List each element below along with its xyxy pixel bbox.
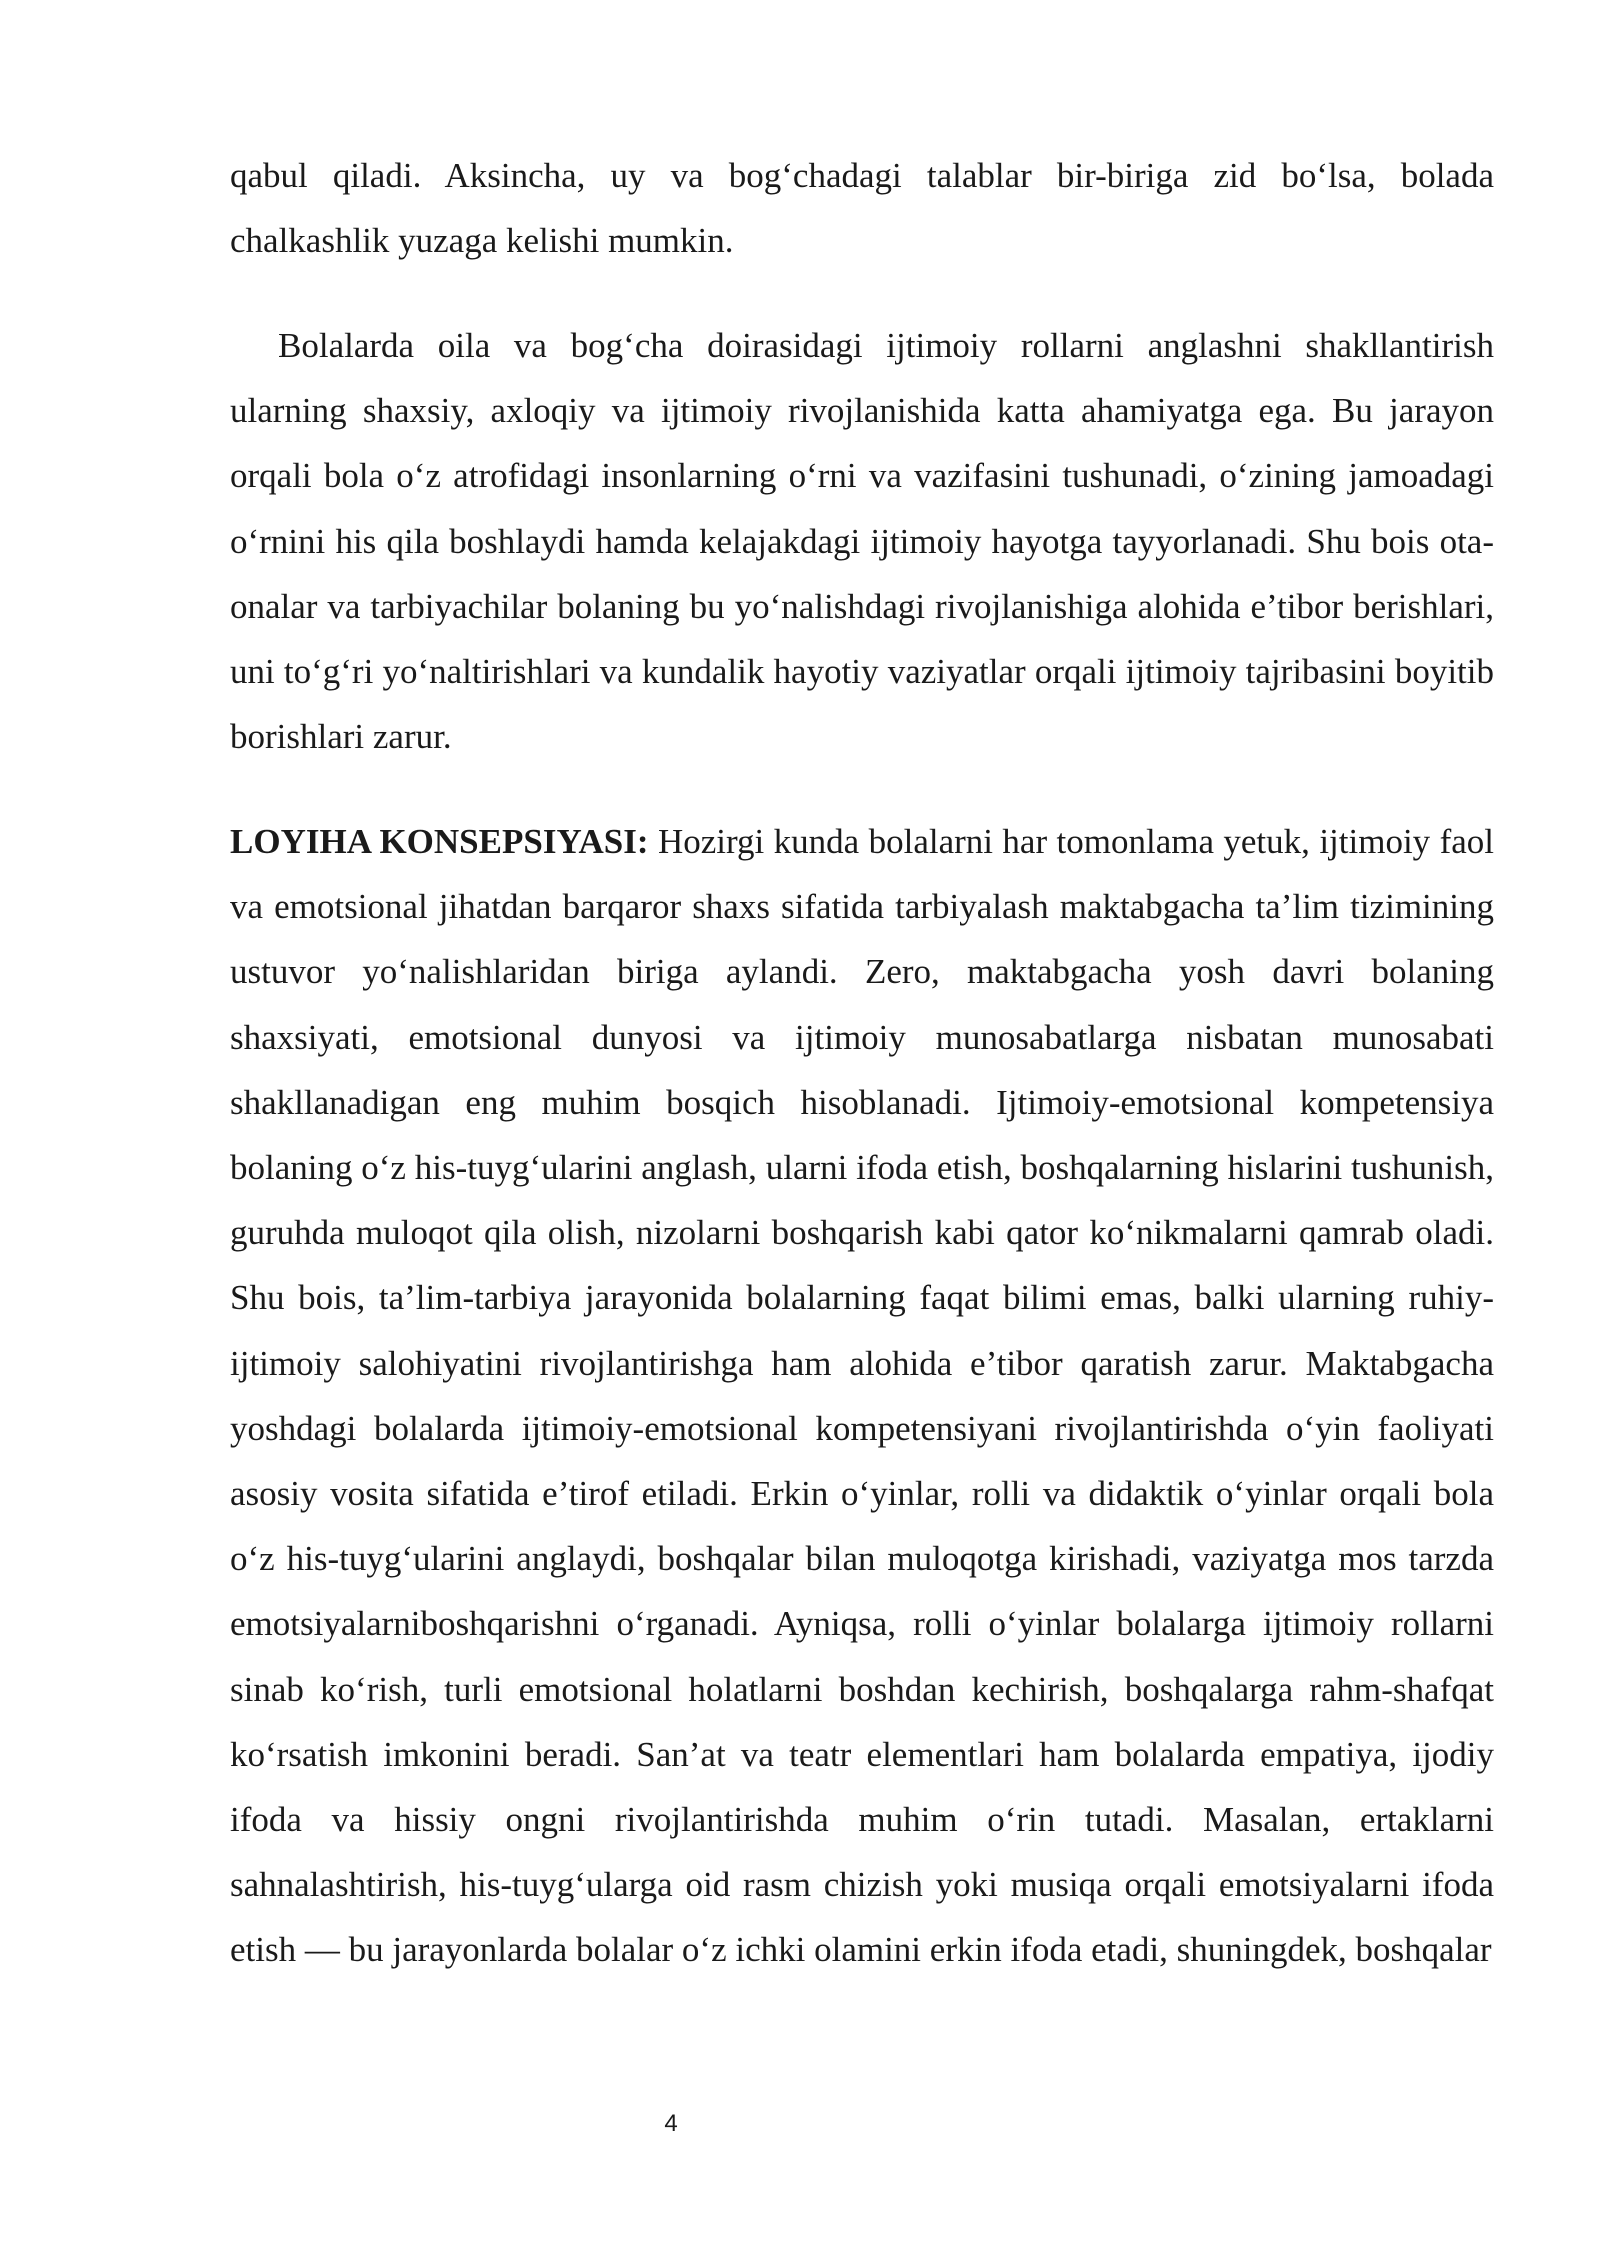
page-number: 4 [664, 2110, 678, 2137]
section-project-concept [230, 809, 1494, 1983]
paragraph-text: qabul qiladi. Aksincha, uy va bog‘chadagi talablar bir-biriga zid bo‘lsa, bolada chalkashlik yuzaga kelishi mumkin. [230, 156, 1494, 261]
paragraph-text: Hozirgi kunda bolalarni har tomonlama yetuk, ijtimoiy faol va emotsional jihatdan barqaror shaxs sifatida tarbiyalash maktabgacha ta’lim tizimining ustuvor yo‘nalishlaridan biriga aylandi. Zero, maktabgacha yosh davri bolaning shaxsiyati, emotsional dunyosi va ijtimoiy munosabatlarga nisbatan munosabati shakllanadigan eng muhim bosqich hisoblanadi. Ijtimoiy-emotsional kompetensiya bolaning o‘z his-tuyg‘ularini anglash, ularni ifoda etish, boshqalarning hislarini tushunish, guruhda muloqot qila olish, nizolarni boshqarish kabi qator ko‘nikmalarni qamrab oladi. Shu bois, ta’lim-tarbiya jarayonida bolalarning faqat bilimi emas, balki ularning ruhiy-ijtimoiy salohiyatini rivojlantirishga ham alohida e’tibor qaratish zarur. Maktabgacha yoshdagi bolalarda ijtimoiy-emotsional kompetensiyani rivojlantirishda o‘yin faoliyati asosiy vosita sifatida e’tirof etiladi. Erkin o‘yinlar, rolli va didaktik o‘yinlar orqali bola o‘z his-tuyg‘ularini anglaydi, boshqalar bilan muloqotga kirishadi, vaziyatga mos tarzda emotsiyalarniboshqarishni o‘rganadi. Ayniqsa, rolli o‘yinlar bolalarga ijtimoiy rollarni sinab ko‘rish, turli emotsional holatlarni boshdan kechirish, boshqalarga rahm-shafqat ko‘rsatish imkonini beradi. San’at va teatr elementlari ham bolalarda empatiya, ijodiy ifoda va hissiy ongni rivojlantirishda muhim o‘rin tutadi. Masalan, ertaklarni sahnalashtirish, his-tuyg‘ularga oid rasm chizish yoki musiqa orqali emotsiyalarni ifoda etish — bu jarayonlarda bolalar o‘z ichki olamini erkin ifoda etadi, shuningdek, boshqalar [230, 822, 1494, 1970]
section-heading: LOYIHA KONSEPSIYASI: [230, 822, 649, 861]
paragraph-text: Bolalarda oila va bog‘cha doirasidagi ijtimoiy rollarni anglashni shakllantirish ularning shaxsiy, axloqiy va ijtimoiy rivojlanishida katta ahamiyatga ega. Bu jarayon orqali bola o‘z atrofidagi insonlarning o‘rni va vazifasini tushunadi, o‘zining jamoadagi o‘rnini his qila boshlaydi hamda kelajakdagi ijtimoiy hayotga tayyorlanadi. Shu bois ota-onalar va tarbiyachilar bolaning bu yo‘nalishdagi rivojlanishiga alohida e’tibor berishlari, uni to‘g‘ri yo‘naltirishlari va kundalik hayotiy vaziyatlar orqali ijtimoiy tajribasini boyitib borishlari zarur. [230, 326, 1494, 757]
paragraph-social-roles [230, 313, 1494, 769]
paragraph-body [230, 809, 1494, 1983]
paragraph-continuation [230, 143, 1494, 273]
